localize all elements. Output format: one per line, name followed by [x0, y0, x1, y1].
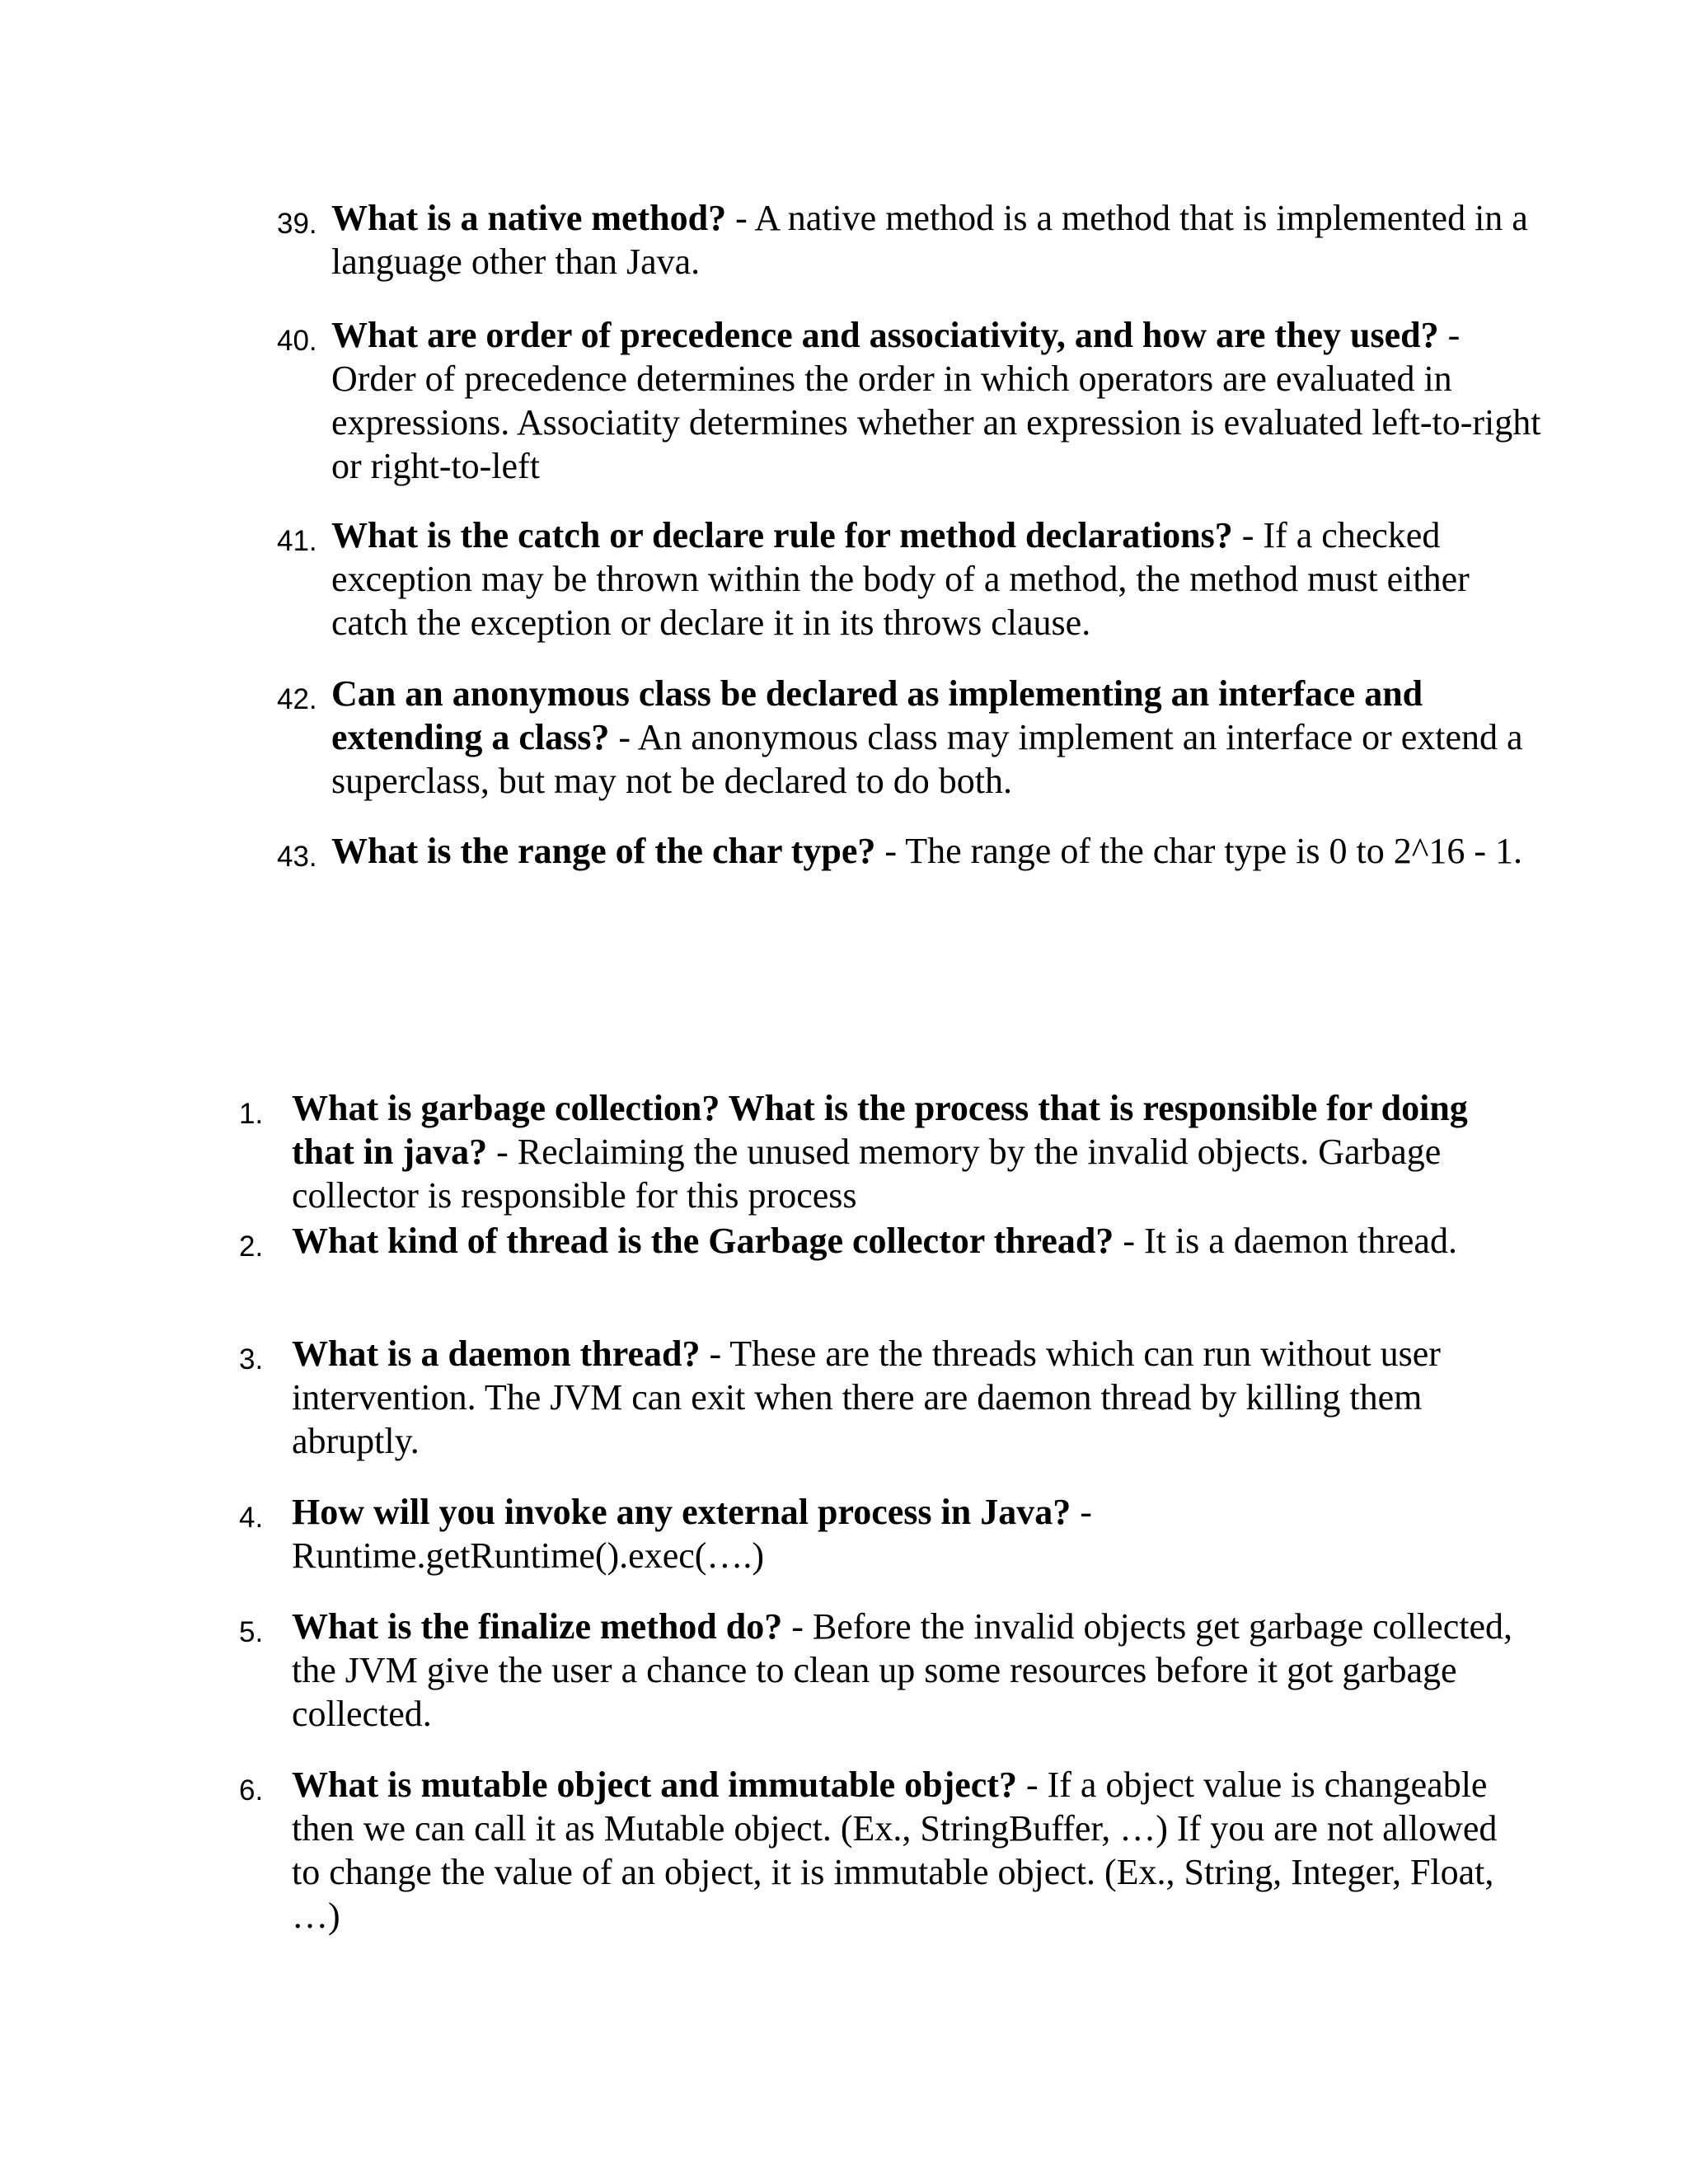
- item-question: What is garbage collection? What is the process that is responsible for doing that in java?: [292, 1088, 1468, 1172]
- item-text: [292, 1086, 1525, 1217]
- item-text: [331, 672, 1546, 803]
- item-number: 42.: [277, 683, 317, 715]
- item-answer: - Order of precedence determines the order in which operators are evaluated in expressions. Associatity determines whether an expression is evaluated left-to-right or right-to-left: [331, 315, 1541, 486]
- item-answer: - Reclaiming the unused memory by the invalid objects. Garbage collector is responsible for this process: [292, 1132, 1442, 1216]
- item-number: 41.: [277, 525, 317, 557]
- list-item: [239, 1332, 1525, 1463]
- item-question: What is a daemon thread?: [292, 1333, 701, 1374]
- list-item: [277, 672, 1546, 803]
- item-question: What is mutable object and immutable object?: [292, 1765, 1017, 1805]
- list-item: [239, 1219, 1525, 1263]
- item-text: [292, 1332, 1525, 1463]
- list-item: [239, 1086, 1525, 1217]
- item-number: 40.: [277, 325, 317, 357]
- item-question: What is the catch or declare rule for method declarations?: [331, 515, 1233, 555]
- item-number: 6.: [239, 1774, 264, 1807]
- item-question: What is a native method?: [331, 198, 727, 238]
- item-answer: - If a object value is changeable then we can call it as Mutable object. (Ex., StringBuffer, …) If you are not allowed to change the value of an object, it is immutable object. (Ex., String, Integer, Float, …): [292, 1765, 1498, 1936]
- item-question: What kind of thread is the Garbage collector thread?: [292, 1221, 1114, 1261]
- item-question: What is the finalize method do?: [292, 1606, 783, 1647]
- item-number: 43.: [277, 841, 317, 873]
- item-text: [292, 1763, 1525, 1938]
- item-question: What is the range of the char type?: [331, 831, 876, 871]
- item-answer: - The range of the char type is 0 to 2^16 - 1.: [875, 831, 1523, 871]
- item-answer: - An anonymous class may implement an interface or extend a superclass, but may not be declared to do both.: [331, 717, 1523, 801]
- item-number: 39.: [277, 208, 317, 240]
- item-text: [292, 1490, 1525, 1577]
- item-answer: - Runtime.getRuntime().exec(….): [292, 1492, 1092, 1576]
- item-answer: - A native method is a method that is implemented in a language other than Java.: [331, 198, 1528, 282]
- item-text: [331, 196, 1546, 284]
- item-text: [292, 1219, 1457, 1263]
- list-item: [277, 313, 1546, 488]
- item-answer: - Before the invalid objects get garbage collected, the JVM give the user a chance to clean up some resources before it got garbage collected.: [292, 1606, 1512, 1734]
- list-item: [277, 196, 1546, 284]
- item-text: [292, 1605, 1525, 1736]
- list-item: [277, 829, 1546, 874]
- item-question: What are order of precedence and associativity, and how are they used?: [331, 315, 1439, 355]
- item-text: [331, 829, 1522, 873]
- item-number: 4.: [239, 1502, 264, 1534]
- item-text: [331, 313, 1546, 488]
- item-answer: - It is a daemon thread.: [1114, 1221, 1457, 1261]
- item-number: 3.: [239, 1343, 264, 1376]
- item-number: 1.: [239, 1098, 264, 1130]
- list-item: [239, 1490, 1525, 1577]
- list-item: [239, 1763, 1525, 1938]
- item-answer: - These are the threads which can run without user intervention. The JVM can exit when there are daemon thread by killing them abruptly.: [292, 1333, 1441, 1461]
- item-question: Can an anonymous class be declared as implementing an interface and extending a class?: [331, 673, 1423, 757]
- item-text: [331, 513, 1546, 644]
- item-question: How will you invoke any external process in Java?: [292, 1492, 1071, 1532]
- item-answer: - If a checked exception may be thrown within the body of a method, the method must either catch the exception or declare it in its throws clause.: [331, 515, 1470, 643]
- item-number: 5.: [239, 1616, 264, 1648]
- item-number: 2.: [239, 1230, 264, 1263]
- list-item: [277, 513, 1546, 644]
- list-item: [239, 1605, 1525, 1736]
